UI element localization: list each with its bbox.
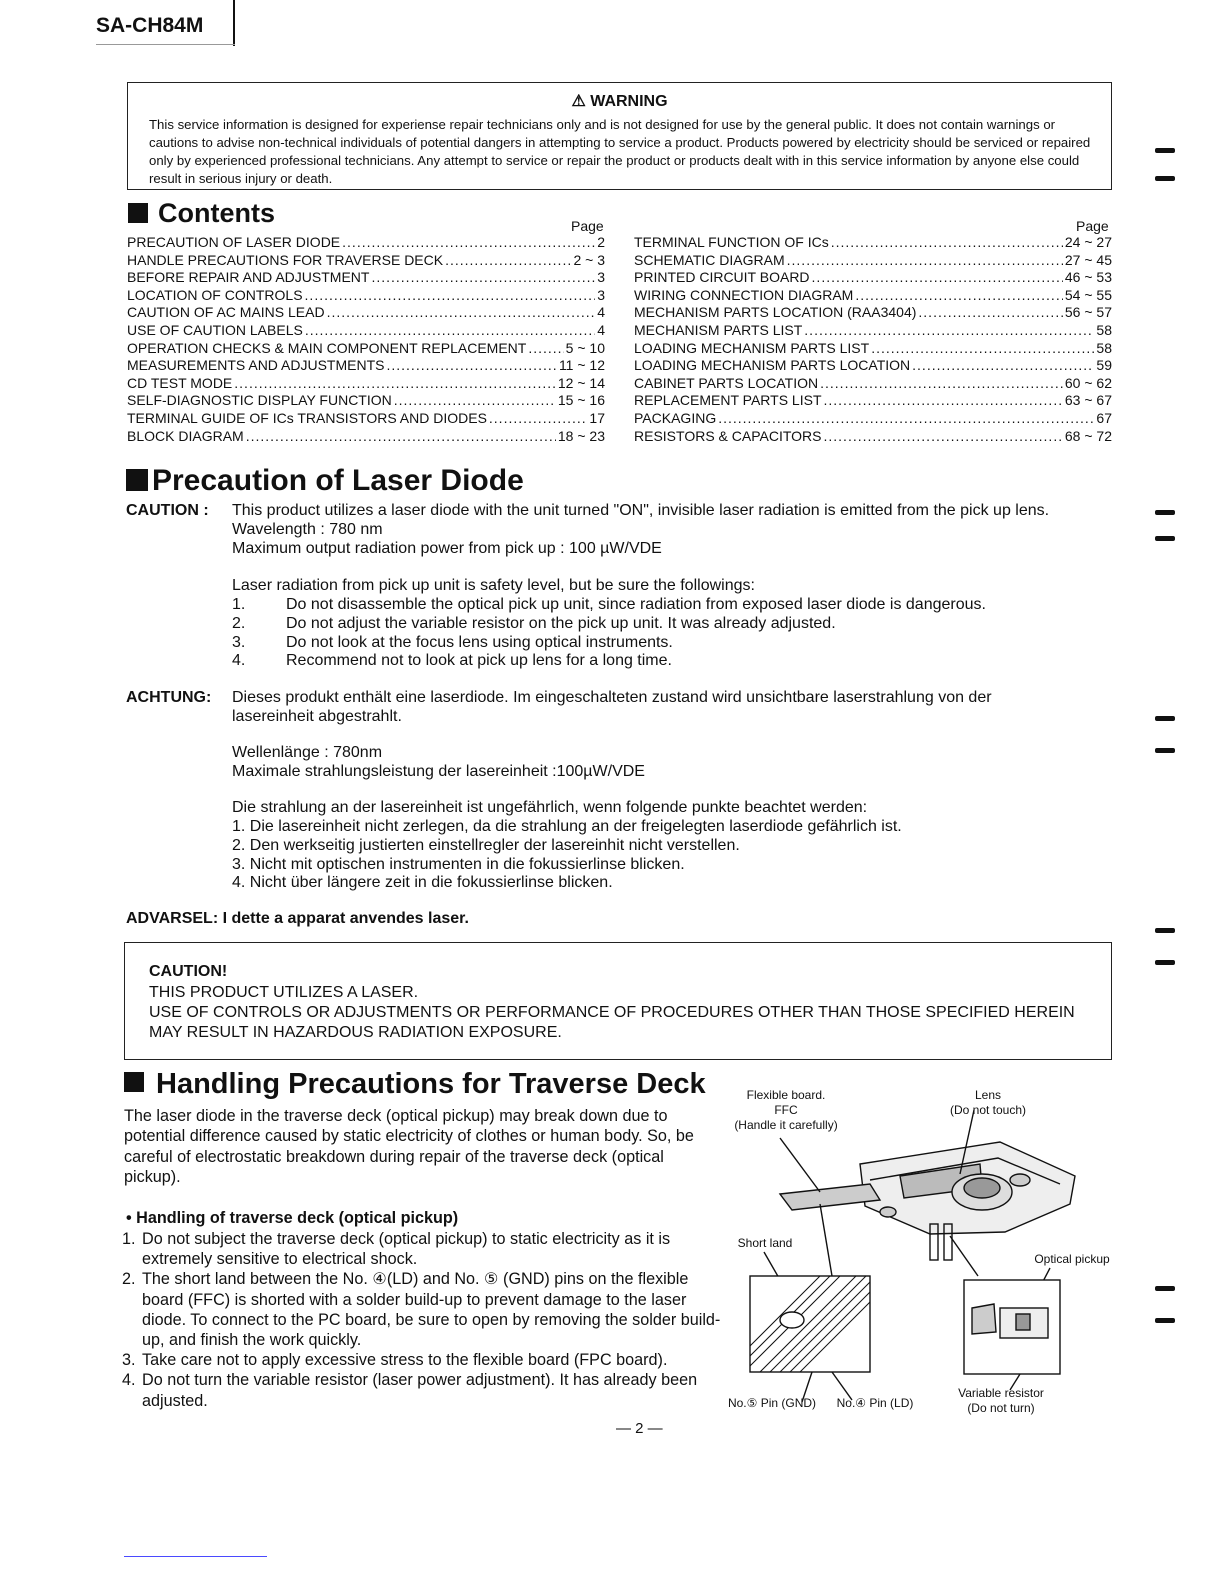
list-text: Recommend not to look at pick up lens for a long time. — [286, 652, 672, 670]
toc-leader-dots — [342, 234, 595, 250]
toc-entry — [634, 340, 1112, 358]
toc-entry-page: 4 — [597, 322, 605, 338]
list-number: 4. — [122, 1371, 136, 1390]
toc-leader-dots — [804, 322, 1094, 338]
toc-leader-dots — [305, 287, 596, 303]
list-number: 1. — [232, 596, 246, 613]
toc-entry — [127, 340, 605, 358]
toc-entry-label: OPERATION CHECKS & MAIN COMPONENT REPLACEMENT — [127, 339, 527, 356]
margin-mark — [1155, 536, 1175, 541]
toc-entry-label: BLOCK DIAGRAM — [127, 427, 244, 444]
list-text: Do not look at the focus lens using optical instruments. — [286, 633, 673, 651]
toc-leader-dots — [871, 340, 1094, 356]
toc-leader-dots — [820, 375, 1063, 391]
toc-entry-page: 27 ~ 45 — [1064, 251, 1112, 268]
toc-entry-label: PRINTED CIRCUIT BOARD — [634, 269, 810, 286]
handling-list-item — [122, 1350, 732, 1370]
caution-box — [124, 942, 1112, 1060]
de-list-item: 4. Nicht über längere zeit in die fokussierlinse blicken. — [232, 874, 613, 892]
flex-board-label: Flexible board. FFC (Handle it carefully) — [734, 1088, 838, 1132]
list-number: 4. — [232, 652, 246, 670]
toc-leader-dots — [445, 252, 571, 268]
caution-line: This product utilizes a laser diode with the unit turned "ON", invisible laser radiation is emitted from the pick up lens. — [232, 502, 1050, 519]
toc-entry-label: SELF-DIAGNOSTIC DISPLAY FUNCTION — [127, 392, 392, 409]
toc-leader-dots — [855, 287, 1063, 303]
achtung-text: Dieses produkt enthält eine laserdiode. Im eingeschalteten zustand wird unsichtbare laserstrahlung von der lasereinheit abgestrahlt. — [232, 689, 992, 725]
toc-leader-dots — [305, 322, 595, 338]
toc-entry-label: LOCATION OF CONTROLS — [127, 286, 303, 303]
toc-entry-label: LOADING MECHANISM PARTS LOCATION — [634, 357, 911, 374]
pin5-label: No.⑤ Pin (GND) — [727, 1396, 817, 1410]
page-number: — 2 — — [616, 1420, 663, 1437]
warning-text: This service information is designed for experiense repair technicians only and is not designed for use by the general public. It does not contain warnings or cautions to advise non-technical individuals of potential dangers in attempting to service a product. Products powered by electricity should be serviced or repaired only by experienced professional technicians. Any attempt to service or repair the product or products dealt with in this service information by anyone else could result in serious injury or death. — [149, 117, 1091, 186]
model-number: SA-CH84M — [96, 14, 204, 37]
toc-entry — [634, 392, 1112, 410]
toc-entry — [634, 322, 1112, 340]
header-divider — [233, 0, 235, 46]
list-text: Take care not to apply excessive stress to the flexible board (FPC board). — [142, 1351, 668, 1370]
toc-leader-dots — [787, 252, 1063, 268]
caution-label: CAUTION : — [126, 502, 209, 519]
toc-entry-label: USE OF CAUTION LABELS — [127, 322, 303, 338]
toc-leader-dots — [912, 357, 1094, 373]
toc-entry-page: 18 ~ 23 — [557, 427, 605, 444]
list-text: Do not disassemble the optical pick up unit, since radiation from exposed laser diode is dangerous. — [286, 596, 986, 613]
handling-section-heading: Handling Precautions for Traverse Deck — [124, 1068, 706, 1101]
handling-list — [122, 1229, 732, 1411]
toc-leader-dots — [831, 234, 1063, 250]
toc-entry-label: MEASUREMENTS AND ADJUSTMENTS — [127, 357, 385, 374]
margin-mark — [1155, 960, 1175, 965]
toc-entry — [634, 287, 1112, 305]
toc-entry — [634, 234, 1112, 252]
toc-entry-label: CABINET PARTS LOCATION — [634, 374, 819, 391]
toc-leader-dots — [327, 304, 596, 320]
margin-mark — [1155, 510, 1175, 515]
margin-mark — [1155, 1318, 1175, 1323]
handling-list-item — [122, 1229, 732, 1269]
toc-leader-dots — [489, 410, 588, 426]
toc-entry-page: 56 ~ 57 — [1064, 304, 1112, 321]
bullet-square-icon — [128, 203, 148, 223]
toc-entry — [634, 357, 1112, 375]
toc-entry-label: RESISTORS & CAPACITORS — [634, 427, 822, 444]
toc-entry-label: TERMINAL FUNCTION OF ICs — [634, 234, 829, 250]
list-text: Do not turn the variable resistor (laser power adjustment). It has already been adjusted. — [142, 1371, 698, 1410]
variable-resistor-label: Variable resistor (Do not turn) — [958, 1386, 1044, 1415]
toc-leader-dots — [824, 428, 1063, 444]
contents-heading: Contents — [128, 198, 275, 229]
list-number: 3. — [122, 1351, 136, 1370]
toc-leader-dots — [918, 304, 1062, 320]
toc-entry-label: WIRING CONNECTION DIAGRAM — [634, 286, 854, 303]
bullet-square-icon — [124, 1072, 144, 1092]
toc-entry — [634, 269, 1112, 287]
toc-entry-page: 3 — [597, 286, 605, 303]
margin-mark — [1155, 928, 1175, 933]
margin-mark — [1155, 748, 1175, 753]
list-text: Do not subject the traverse deck (optical pickup) to static electricity as it is extremely sensitive to electrical shock. — [142, 1230, 671, 1269]
toc-entry — [634, 304, 1112, 322]
toc-entry — [127, 392, 605, 410]
toc-entry-label: MECHANISM PARTS LOCATION (RAA3404) — [634, 304, 917, 321]
optical-pickup-label: Optical pickup — [1034, 1252, 1110, 1266]
toc-entry-page: 67 — [1096, 410, 1112, 426]
list-text: The short land between the No. ④(LD) and No. ⑤ (GND) pins on the flexible board (FFC) is shorted with a solder build-up to prevent damage to the laser diode. To connect to the PC board, be sure to open by removing the solder build-up, and finish the work quickly. — [142, 1270, 721, 1350]
toc-entry — [127, 287, 605, 305]
max-output-text: Maximum output radiation power from pick up : 100 µW/VDE — [232, 540, 662, 557]
toc-entry-label: SCHEMATIC DIAGRAM — [634, 251, 785, 268]
toc-entry-label: REPLACEMENT PARTS LIST — [634, 392, 822, 409]
toc-entry — [634, 410, 1112, 428]
toc-entry-page: 2 — [597, 234, 605, 250]
laser-section-heading: Precaution of Laser Diode — [126, 464, 524, 498]
toc-entry — [127, 234, 605, 252]
margin-mark — [1155, 148, 1175, 153]
toc-entry-page: 24 ~ 27 — [1064, 234, 1112, 250]
advarsel-text: ADVARSEL: I dette a apparat anvendes laser. — [126, 910, 469, 927]
caution-box-line1: THIS PRODUCT UTILIZES A LASER. — [149, 984, 419, 1001]
list-number: 2. — [122, 1270, 136, 1289]
bullet-square-icon — [126, 469, 148, 491]
toc-entry-label: PACKAGING — [634, 410, 717, 426]
toc-entry — [127, 410, 605, 428]
toc-entry-page: 60 ~ 62 — [1064, 374, 1112, 391]
toc-entry-page: 58 — [1096, 322, 1112, 338]
handling-list-item — [122, 1269, 732, 1350]
handling-subtitle: • Handling of traverse deck (optical pickup) — [126, 1209, 459, 1227]
toc-entry — [127, 252, 605, 270]
list-text: Do not adjust the variable resistor on the pick up unit. It was already adjusted. — [286, 614, 836, 632]
toc-entry-page: 46 ~ 53 — [1064, 269, 1112, 286]
toc-entry-label: CAUTION OF AC MAINS LEAD — [127, 304, 325, 321]
toc-entry — [127, 322, 605, 340]
de-list-item: 1. Die lasereinheit nicht zerlegen, da die strahlung an der freigelegten laserdiode gefährlich ist. — [232, 818, 902, 835]
toc-leader-dots — [234, 375, 556, 391]
toc-entry-label: PRECAUTION OF LASER DIODE — [127, 234, 341, 250]
toc-entry-label: LOADING MECHANISM PARTS LIST — [634, 339, 870, 356]
toc-entry — [127, 269, 605, 287]
toc-entry-label: HANDLE PRECAUTIONS FOR TRAVERSE DECK — [127, 251, 444, 268]
toc-entry — [127, 357, 605, 375]
handling-list-item — [122, 1370, 732, 1410]
handling-intro: The laser diode in the traverse deck (optical pickup) may break down due to potential difference caused by static electricity of clothes or human body. So, be careful of electrostatic breakdown during repair of the traverse deck (optical pickup). — [124, 1107, 694, 1187]
toc-entry-page: 11 ~ 12 — [558, 357, 605, 374]
toc-leader-dots — [386, 357, 556, 373]
pin4-label: No.④ Pin (LD) — [836, 1396, 914, 1410]
wellenlange-text: Wellenlänge : 780nm — [232, 744, 383, 761]
de-list-item: 3. Nicht mit optischen instrumenten in die fokussierlinse blicken. — [232, 855, 685, 873]
toc-entry-label: CD TEST MODE — [127, 374, 233, 391]
toc-leader-dots — [718, 410, 1094, 426]
max-output-de: Maximale strahlungsleistung der lasereinheit :100µW/VDE — [232, 763, 645, 780]
lens-label: Lens (Do not touch) — [949, 1088, 1027, 1117]
caution-box-title: CAUTION! — [149, 963, 228, 980]
toc-leader-dots — [246, 428, 556, 444]
toc-leader-dots — [528, 340, 563, 356]
toc-entry-page: 59 — [1096, 357, 1112, 374]
toc-entry-page: 2 ~ 3 — [573, 251, 605, 268]
warning-box — [127, 82, 1112, 190]
toc-entry-label: BEFORE REPAIR AND ADJUSTMENT — [127, 269, 370, 286]
toc-entry-page: 15 ~ 16 — [557, 392, 605, 409]
toc-entry — [634, 375, 1112, 393]
bottom-rule — [124, 1556, 267, 1557]
toc-entry-label: TERMINAL GUIDE OF ICs TRANSISTORS AND DIODES — [127, 410, 487, 426]
page-column-header-left: Page — [571, 218, 604, 234]
toc-leader-dots — [824, 392, 1063, 408]
toc-leader-dots — [371, 269, 595, 285]
toc-entry-page: 3 — [597, 269, 605, 286]
toc-entry — [634, 428, 1112, 446]
toc-entry-page: 5 ~ 10 — [565, 339, 605, 356]
list-number: 2. — [232, 614, 246, 632]
page-column-header-right: Page — [1076, 218, 1109, 234]
toc-leader-dots — [394, 392, 556, 408]
de-list — [232, 818, 902, 893]
toc-entry — [127, 304, 605, 322]
toc-entry-page: 12 ~ 14 — [557, 374, 605, 391]
toc-entry-page: 54 ~ 55 — [1064, 286, 1112, 303]
toc-entry — [127, 375, 605, 393]
list-number: 1. — [122, 1230, 136, 1248]
toc-entry-label: MECHANISM PARTS LIST — [634, 322, 803, 338]
toc-entry-page: 4 — [597, 304, 605, 321]
wavelength-text: Wavelength : 780 nm — [232, 521, 383, 538]
toc-entry — [127, 428, 605, 446]
toc-leader-dots — [812, 269, 1063, 285]
toc-entry — [634, 252, 1112, 270]
list-number: 3. — [232, 633, 246, 651]
caution-box-text — [149, 983, 1099, 1043]
warning-title: ⚠ WARNING — [571, 93, 668, 110]
toc-entry-page: 63 ~ 67 — [1064, 392, 1112, 409]
traverse-deck-figure — [720, 1084, 1120, 1424]
toc-entry-page: 68 ~ 72 — [1064, 427, 1112, 444]
toc-entry-page: 17 — [589, 410, 605, 426]
de-list-item: 2. Den werkseitig justierten einstellregler der lasereinhit nicht verstellen. — [232, 836, 740, 854]
safety-intro: Laser radiation from pick up unit is safety level, but be sure the followings: — [232, 577, 755, 594]
margin-mark — [1155, 176, 1175, 181]
margin-mark — [1155, 716, 1175, 721]
toc-entry-page: 58 — [1096, 339, 1112, 356]
achtung-label: ACHTUNG: — [126, 689, 212, 706]
short-land-label: Short land — [737, 1236, 793, 1250]
margin-mark — [1155, 1286, 1175, 1291]
caution-box-line2: USE OF CONTROLS OR ADJUSTMENTS OR PERFORMANCE OF PROCEDURES OTHER THAN THOSE SPECIFIED HEREIN MAY RESULT IN HAZARDOUS RADIATION EXPOSURE. — [149, 1004, 1075, 1041]
de-intro: Die strahlung an der lasereinheit ist ungefährlich, wenn folgende punkte beachtet werden: — [232, 799, 868, 816]
header-underline — [96, 44, 235, 45]
